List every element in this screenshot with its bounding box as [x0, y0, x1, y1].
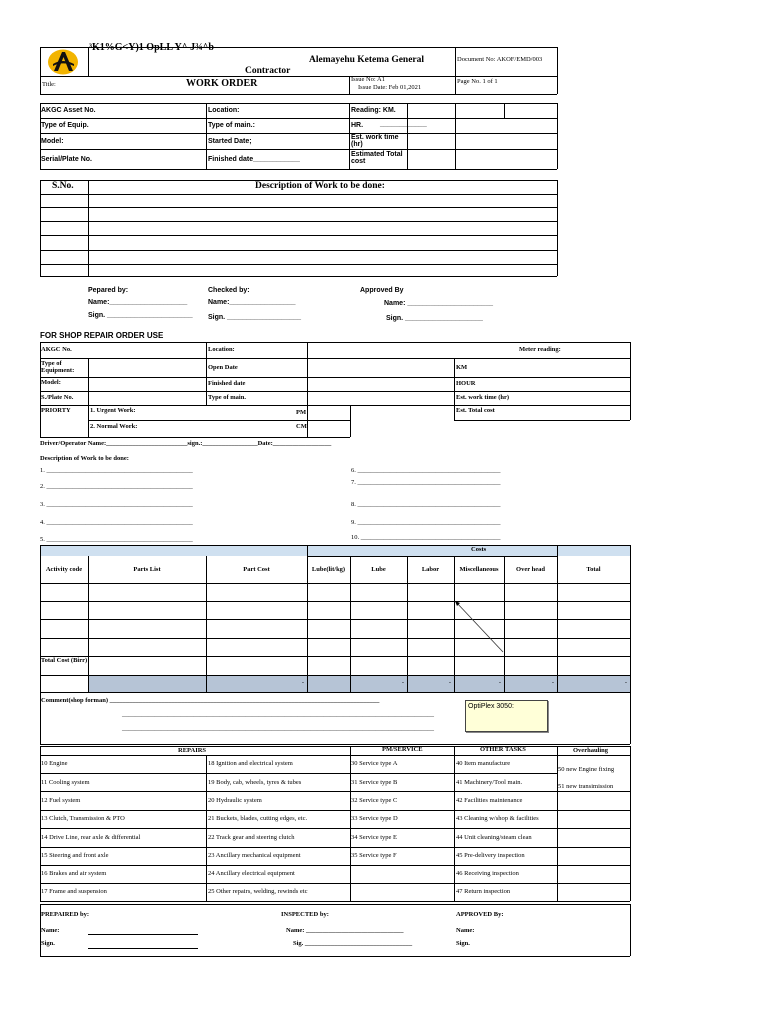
- rule: [307, 556, 557, 557]
- task-item: 46 Receiving inspection: [456, 870, 519, 877]
- task-item: 40 Item manufacture: [456, 760, 511, 767]
- rule: [40, 133, 557, 134]
- sticky-note-text: OptiPlex 3050:: [468, 703, 514, 710]
- total-label-cell: [40, 675, 88, 692]
- shop-main-type-label: Type of main.: [208, 394, 246, 401]
- description-line-10[interactable]: 10. ___________________________________________: [351, 534, 501, 541]
- shop-section-heading: FOR SHOP REPAIR ORDER USE: [40, 331, 164, 340]
- task-item: 35 Service type F: [351, 852, 397, 859]
- issue-number: Issue No: A1: [351, 76, 385, 83]
- page-number: Page No. 1 of 1: [457, 78, 498, 85]
- rule: [88, 358, 89, 437]
- diagonal-pointer-icon: [454, 600, 506, 656]
- rule: [40, 901, 630, 902]
- rule: [40, 264, 557, 265]
- prepared-sign-field[interactable]: Sign. ______________________: [88, 312, 193, 319]
- footer-approved-name-label: Name:: [456, 927, 475, 934]
- task-item: 31 Service type B: [351, 779, 398, 786]
- rule: [40, 746, 41, 901]
- issue-date: Issue Date: Feb 01,2021: [358, 84, 422, 91]
- rule: [40, 692, 630, 693]
- rule: [40, 221, 557, 222]
- rule: [40, 746, 630, 747]
- comment-line-2[interactable]: ________________________________________________________________________________________________: [122, 711, 434, 718]
- approved-by-label: Approved By: [360, 287, 404, 294]
- asset-no-label: AKGC Asset No.: [41, 107, 96, 114]
- task-item: 18 Ignition and electrical system: [208, 760, 293, 767]
- finished-date-label: Finished date____________: [208, 156, 300, 163]
- rule: [40, 675, 630, 676]
- hr-field[interactable]: ____________: [380, 121, 427, 128]
- checked-sign-field[interactable]: Sign. ___________________: [208, 314, 302, 321]
- rule: [630, 692, 631, 744]
- footer-prepared-name-field[interactable]: [88, 934, 198, 935]
- description-line-6[interactable]: 6. ____________________________________________: [351, 467, 501, 474]
- rule: [350, 746, 351, 901]
- rule: [40, 342, 41, 437]
- rule: [88, 420, 350, 421]
- footer-prepared-sign-field[interactable]: [88, 948, 198, 949]
- rule: [40, 437, 350, 438]
- rule: [40, 149, 557, 150]
- col-parts-list: Parts List: [133, 566, 161, 573]
- description-line-7[interactable]: 7. ____________________________________________: [351, 479, 501, 486]
- col-total: Total: [586, 566, 601, 573]
- rule: [88, 556, 89, 692]
- task-item: 17 Frame and suspension: [41, 888, 107, 895]
- overhauling-header: Overhauling: [573, 747, 609, 754]
- priority-label: PRIORTY: [41, 407, 71, 414]
- rule: [349, 76, 350, 94]
- rule: [40, 601, 630, 602]
- task-item: 34 Service type E: [351, 834, 398, 841]
- task-item: 14 Drive Line, rear axle & differential: [41, 834, 141, 841]
- col-part-cost: Part Cost: [243, 566, 270, 573]
- footer-inspected-name-field[interactable]: Name: ______________________________: [286, 927, 404, 934]
- costs-heading: Costs: [471, 546, 487, 553]
- footer-prepared-sign-label: Sign.: [41, 940, 55, 947]
- col-activity-code: Activity code: [45, 566, 83, 573]
- shop-est-cost-label: Est. Total cost: [456, 407, 495, 414]
- rule: [40, 828, 630, 829]
- description-line-1[interactable]: 1. _____________________________________________: [40, 467, 193, 474]
- prepared-name-field[interactable]: Name:____________________: [88, 299, 188, 306]
- task-item: 20 Hydraulic system: [208, 797, 262, 804]
- rule: [407, 556, 408, 692]
- footer-inspected-sign-field[interactable]: Sig. _________________________________: [293, 940, 413, 947]
- akgc-no-label: AKGC No.: [41, 346, 72, 353]
- rule: [40, 656, 630, 657]
- sticky-note: [465, 700, 548, 732]
- rule: [40, 103, 557, 104]
- rule: [407, 103, 408, 169]
- rule: [40, 755, 630, 756]
- rule: [206, 755, 207, 901]
- task-item: 47 Return inspection: [456, 888, 511, 895]
- task-item: 24 Ancillary electrical equipment: [208, 870, 295, 877]
- rule: [88, 180, 89, 276]
- footer-inspected-label: INSPECTED by:: [281, 911, 329, 918]
- plate-no-label: S./Plate No.: [41, 394, 74, 401]
- repairs-header: REPAIRS: [178, 747, 207, 754]
- shop-description-label: Description of Work to be done:: [40, 455, 129, 462]
- task-item: 30 Service type A: [351, 760, 398, 767]
- col-lube-qty: Lube(lit/kg): [311, 566, 346, 573]
- task-item: 42 Facilities maintenance: [456, 797, 523, 804]
- checked-by-label: Checked by:: [208, 287, 250, 294]
- pm-label: PM: [296, 409, 307, 416]
- task-item: 33 Service type D: [351, 815, 398, 822]
- rule: [630, 746, 631, 901]
- rule: [40, 405, 630, 406]
- est-time-label: Est. work time (hr): [351, 134, 399, 149]
- other-tasks-header: OTHER TASKS: [480, 746, 526, 753]
- started-date-label: Started Date;: [208, 138, 252, 145]
- task-item: 10 Engine: [41, 760, 68, 767]
- task-item: 50 new Engine fixing: [558, 766, 615, 773]
- est-cost-label: Estimated Total cost: [351, 151, 403, 166]
- task-item: 44 Unit cleaning/steam clean: [456, 834, 532, 841]
- description-line-9[interactable]: 9. ____________________________________________: [351, 519, 501, 526]
- rule: [40, 118, 557, 119]
- rule: [557, 103, 558, 169]
- company-name-amharic: ³K1%G<Y)1 OpLL Y^ J¾^b: [89, 42, 214, 53]
- col-labor: Labor: [421, 566, 440, 573]
- main-type-label: Type of main.:: [208, 122, 255, 129]
- rule: [40, 47, 41, 94]
- rule: [40, 883, 630, 884]
- equip-type-label: Type of Equip.: [41, 122, 89, 129]
- shop-location-label: Location:: [208, 346, 235, 353]
- task-item: 11 Cooling system: [41, 779, 90, 786]
- task-item: 45 Pre-delivery inspection: [456, 852, 525, 859]
- driver-line[interactable]: Driver/Operator Name:_________________________sign.:_________________Date:__________________: [40, 440, 332, 447]
- rule: [454, 420, 630, 421]
- model-label: Model:: [41, 138, 64, 145]
- reading-label: Reading: KM.: [351, 107, 396, 114]
- approved-name-field[interactable]: Name: ______________________: [384, 300, 493, 307]
- task-item: 19 Body, cab, wheels, tyres & tubes: [208, 779, 302, 786]
- total-part-cost: -: [301, 679, 304, 686]
- rule: [40, 76, 557, 77]
- company-logo-icon: [47, 48, 79, 76]
- rule: [40, 358, 630, 359]
- rule: [40, 810, 630, 811]
- rule: [206, 103, 207, 169]
- task-item: 21 Buckets, blades, cutting edges, etc.: [208, 815, 308, 822]
- prepared-by-label: Pepared by:: [88, 287, 129, 294]
- total-lube: -: [401, 679, 404, 686]
- hour-label: HOUR: [456, 380, 476, 387]
- cm-label: CM: [296, 423, 307, 430]
- rule: [40, 744, 630, 745]
- task-item: 51 new transimission: [558, 783, 614, 790]
- description-line-5[interactable]: 5. _____________________________________________: [40, 536, 193, 543]
- rule: [454, 358, 455, 420]
- title-label: Title:: [42, 81, 56, 88]
- task-item: 41 Machinery/Tool main.: [456, 779, 523, 786]
- rule: [206, 342, 207, 405]
- rule: [40, 94, 557, 95]
- description-line-8[interactable]: 8. ____________________________________________: [351, 501, 501, 508]
- rule: [557, 180, 558, 276]
- rule: [350, 556, 351, 692]
- rule: [40, 377, 630, 378]
- form-title: WORK ORDER: [186, 78, 258, 89]
- rule: [40, 791, 630, 792]
- footer-approved-sign-label: Sign.: [456, 940, 470, 947]
- description-line-3[interactable]: 3. _____________________________________________: [40, 501, 193, 508]
- rule: [504, 103, 505, 118]
- meter-reading-label: Meter reading:: [519, 346, 561, 353]
- rule: [40, 904, 630, 905]
- rule: [455, 103, 456, 169]
- rule: [630, 545, 631, 692]
- rule: [40, 956, 630, 957]
- sno-header: S.No.: [52, 181, 74, 191]
- rule: [40, 773, 557, 774]
- company-name: Alemayehu Ketema General: [309, 55, 425, 65]
- km-label: KM: [456, 364, 468, 371]
- task-item: 12 Fuel system: [41, 797, 81, 804]
- checked-name-field[interactable]: Name:_________________: [208, 299, 296, 306]
- rule: [349, 103, 350, 169]
- hr-label: HR.: [351, 122, 364, 129]
- rule: [630, 904, 631, 956]
- rule: [40, 207, 557, 208]
- shop-est-time-label: Est. work time (hr): [456, 394, 510, 401]
- rule: [350, 405, 351, 437]
- pm-service-header: PM/SERVICE: [382, 746, 423, 753]
- total-labor: -: [448, 679, 451, 686]
- rule: [40, 180, 41, 276]
- task-item: 15 Steering and front axle: [41, 852, 109, 859]
- rule: [40, 276, 557, 277]
- total-cost-label: Total Cost (Birr): [40, 657, 88, 664]
- rule: [630, 342, 631, 420]
- total-miscellaneous: -: [498, 679, 501, 686]
- approved-sign-field[interactable]: Sign. ____________________: [386, 315, 483, 322]
- comment-line-3[interactable]: ________________________________________________________________________________________________: [122, 725, 434, 732]
- col-lube: Lube: [371, 566, 386, 573]
- rule: [40, 250, 557, 251]
- rule: [40, 865, 630, 866]
- rule: [40, 638, 630, 639]
- urgent-work-label: 1. Urgent Work:: [90, 407, 136, 414]
- company-subtitle: Contractor: [245, 66, 291, 76]
- col-miscellaneous: Miscellaneous: [459, 566, 499, 573]
- task-item: 23 Ancillary mechanical equipment: [208, 852, 301, 859]
- rule: [40, 194, 557, 195]
- rule: [557, 47, 558, 94]
- grand-total: -: [624, 679, 627, 686]
- footer-prepared-name-label: Name:: [41, 927, 60, 934]
- normal-work-label: 2. Normal Work:: [90, 423, 138, 430]
- shop-model-label: Model:: [41, 379, 61, 386]
- rule: [455, 47, 456, 94]
- rule: [40, 619, 630, 620]
- task-item: 32 Service type C: [351, 797, 398, 804]
- equipment-type-label: Type of Equipment:: [41, 360, 75, 375]
- col-overhead: Over head: [516, 566, 545, 573]
- task-item: 16 Brakes and air system: [41, 870, 107, 877]
- description-line-2[interactable]: 2. _____________________________________________: [40, 483, 193, 490]
- rule: [40, 847, 630, 848]
- document-number: Document No: AKOF/EMD/003: [457, 56, 543, 63]
- description-line-4[interactable]: 4. _____________________________________________: [40, 519, 193, 526]
- rule: [206, 556, 207, 692]
- serial-label: Serial/Plate No.: [41, 156, 92, 163]
- work-description-header: Description of Work to be done:: [255, 181, 385, 191]
- footer-prepared-label: PREPAIRED by:: [41, 911, 90, 918]
- comment-label[interactable]: Comment(shop forman) ___________________________________________________________________________________: [41, 697, 380, 704]
- task-item: 22 Track gear and steering clutch: [208, 834, 295, 841]
- rule: [40, 169, 557, 170]
- rule: [40, 545, 630, 546]
- rule: [40, 583, 630, 584]
- rule: [40, 391, 630, 392]
- total-overhead: -: [551, 679, 554, 686]
- open-date-label: Open Date: [208, 364, 238, 371]
- task-item: 13 Clutch, Transmission & PTO: [41, 815, 125, 822]
- location-label: Location:: [208, 107, 240, 114]
- footer-approved-label: APPROVED By:: [456, 911, 504, 918]
- rule: [307, 342, 308, 437]
- rule: [454, 746, 455, 901]
- shop-finished-date-label: Finished date: [208, 380, 246, 387]
- task-item: 25 Other repairs, welding, rewinds etc: [208, 888, 308, 895]
- costs-header-band: [40, 545, 630, 556]
- rule: [40, 235, 557, 236]
- rule: [40, 342, 630, 343]
- task-item: 43 Cleaning w/shop & facilities: [456, 815, 539, 822]
